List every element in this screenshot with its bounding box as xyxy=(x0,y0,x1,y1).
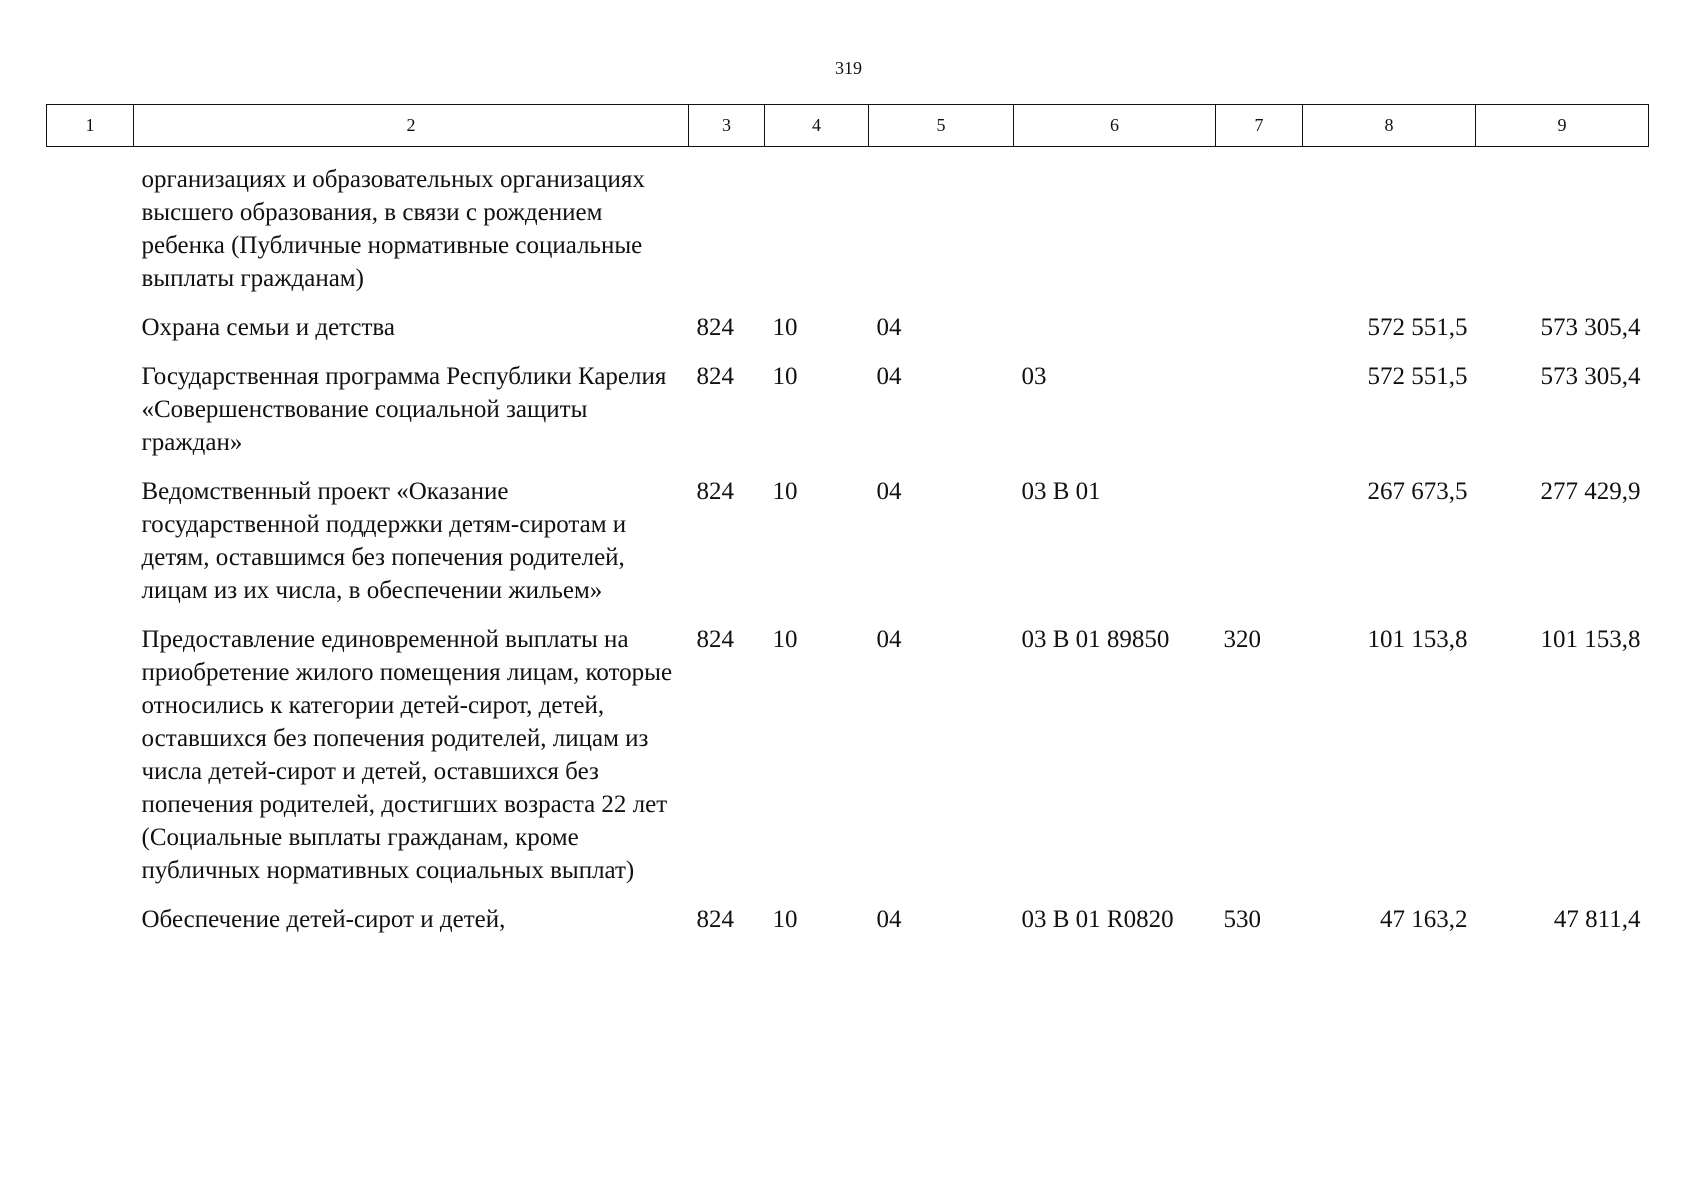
amount-year1-cell: 572 551,5 xyxy=(1367,314,1468,341)
section-code-cell: 10 xyxy=(772,314,798,341)
expense-type-cell xyxy=(1216,360,1303,475)
section-code-cell: 10 xyxy=(772,478,798,505)
grbs-code-cell xyxy=(689,147,765,312)
grbs-code-cell: 824 xyxy=(696,626,734,653)
table-row xyxy=(47,311,1649,360)
row-number-cell xyxy=(47,903,134,952)
budget-table xyxy=(46,104,1649,952)
grbs-code-cell: 824 xyxy=(696,314,734,341)
expense-type-cell: 530 xyxy=(1223,906,1261,933)
amount-year1-cell: 267 673,5 xyxy=(1367,478,1468,505)
amount-year2-cell: 277 429,9 xyxy=(1540,478,1641,505)
item-name-cell: Охрана семьи и детства xyxy=(141,314,395,341)
target-article-cell xyxy=(1014,311,1216,360)
grbs-code-cell: 824 xyxy=(696,363,734,390)
amount-year1-cell: 572 551,5 xyxy=(1367,363,1468,390)
grbs-code-cell: 824 xyxy=(696,906,734,933)
target-article-cell: 03 В 01 xyxy=(1021,478,1101,505)
item-name-cell: Предоставление единовременной выплаты на приобретение жилого помещения лицам, которые относились к категории детей-сирот, детей, оставшихся без попечения родителей, лицам из числа детей-сирот и детей, оставшихся без попечения родителей, достигших возраста 22 лет (Социальные выплаты гражданам, кроме публичных нормативных социальных выплат) xyxy=(141,626,673,884)
target-article-cell: 03 В 01 R0820 xyxy=(1021,906,1174,933)
row-number-cell xyxy=(47,360,134,475)
row-number-cell xyxy=(47,623,134,903)
table-row xyxy=(47,147,1649,312)
amount-year2-cell xyxy=(1476,147,1649,312)
amount-year2-cell: 47 811,4 xyxy=(1553,906,1641,933)
table-row xyxy=(47,360,1649,475)
section-code-cell xyxy=(765,147,869,312)
subsection-code-cell: 04 xyxy=(876,478,902,505)
expense-type-cell xyxy=(1216,311,1303,360)
target-article-cell: 03 xyxy=(1021,363,1047,390)
amount-year2-cell: 573 305,4 xyxy=(1540,314,1641,341)
column-header-8: 8 xyxy=(1303,105,1476,147)
subsection-code-cell: 04 xyxy=(876,363,902,390)
target-article-cell: 03 В 01 89850 xyxy=(1021,626,1170,653)
section-code-cell: 10 xyxy=(772,363,798,390)
column-header-7: 7 xyxy=(1216,105,1303,147)
target-article-cell xyxy=(1014,147,1216,312)
expense-type-cell xyxy=(1216,475,1303,623)
table-row xyxy=(47,903,1649,952)
subsection-code-cell xyxy=(869,147,1014,312)
subsection-code-cell: 04 xyxy=(876,906,902,933)
amount-year1-cell: 101 153,8 xyxy=(1367,626,1468,653)
column-header-3: 3 xyxy=(689,105,765,147)
subsection-code-cell: 04 xyxy=(876,314,902,341)
section-code-cell: 10 xyxy=(772,626,798,653)
section-code-cell: 10 xyxy=(772,906,798,933)
column-header-6: 6 xyxy=(1014,105,1216,147)
column-header-5: 5 xyxy=(869,105,1014,147)
amount-year1-cell: 47 163,2 xyxy=(1380,906,1468,933)
column-header-1: 1 xyxy=(47,105,134,147)
subsection-code-cell: 04 xyxy=(876,626,902,653)
table-header xyxy=(47,105,1649,147)
item-name-cell: Обеспечение детей-сирот и детей, xyxy=(141,906,506,933)
amount-year1-cell xyxy=(1303,147,1476,312)
item-name-cell: Ведомственный проект «Оказание государственной поддержки детям-сиротам и детям, оставшимся без попечения родителей, лицам из их числа, в обеспечении жильем» xyxy=(141,478,627,604)
expense-type-cell: 320 xyxy=(1223,626,1261,653)
item-name-cell: Государственная программа Республики Карелия «Совершенствование социальной защиты граждан» xyxy=(141,363,667,456)
item-name-cell: организациях и образовательных организациях высшего образования, в связи с рождением ребенка (Публичные нормативные социальные выплаты гражданам) xyxy=(141,166,645,292)
column-header-4: 4 xyxy=(765,105,869,147)
table-row xyxy=(47,475,1649,623)
row-number-cell xyxy=(47,147,134,312)
row-number-cell xyxy=(47,475,134,623)
column-header-2: 2 xyxy=(134,105,689,147)
header-row xyxy=(47,105,1649,147)
expense-type-cell xyxy=(1216,147,1303,312)
row-number-cell xyxy=(47,311,134,360)
amount-year2-cell: 101 153,8 xyxy=(1540,626,1641,653)
table-row xyxy=(47,623,1649,903)
column-header-9: 9 xyxy=(1476,105,1649,147)
grbs-code-cell: 824 xyxy=(696,478,734,505)
table-body xyxy=(47,147,1649,953)
amount-year2-cell: 573 305,4 xyxy=(1540,363,1641,390)
page-number: 319 xyxy=(835,58,862,78)
